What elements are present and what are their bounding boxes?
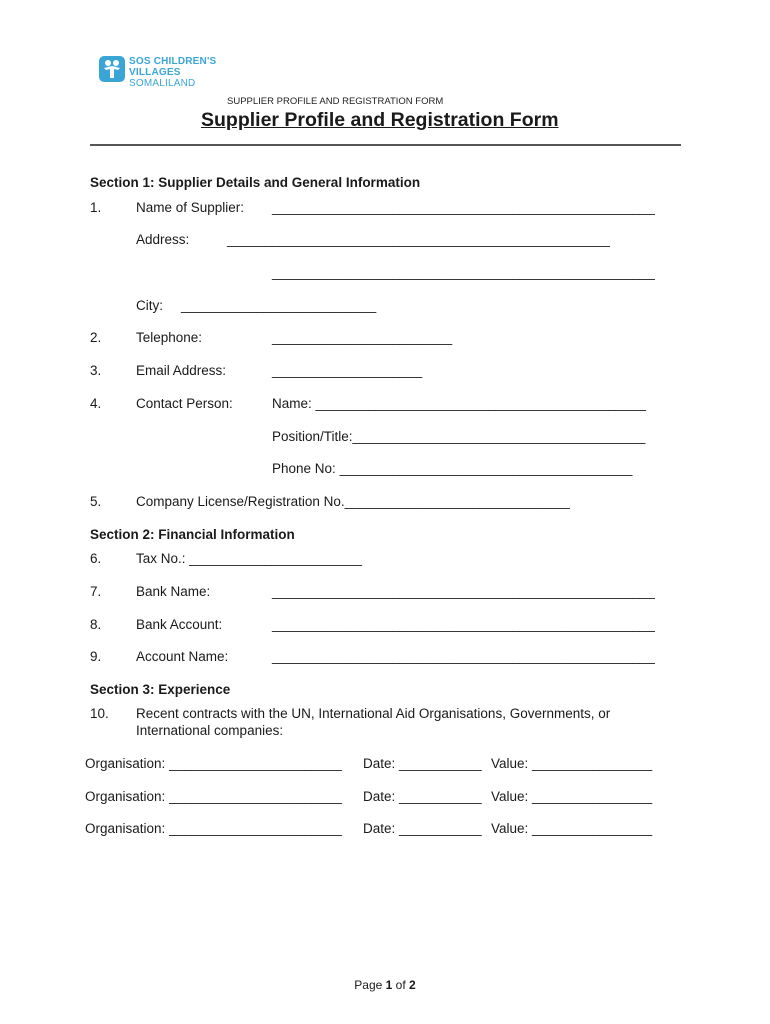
form-subtitle: SUPPLIER PROFILE AND REGISTRATION FORM: [227, 96, 444, 107]
bank-name-field[interactable]: ___________________________________________________: [272, 584, 655, 599]
bank-account-field[interactable]: ___________________________________________________: [272, 617, 655, 632]
value-field[interactable]: ________________: [532, 821, 653, 836]
org-field[interactable]: _______________________: [169, 821, 342, 836]
city-field[interactable]: __________________________: [181, 298, 377, 313]
page-current: 1: [385, 978, 393, 992]
tax-field[interactable]: _______________________: [189, 551, 362, 566]
page-of: of: [392, 978, 410, 992]
contact-position-label: Position/Title:: [272, 429, 353, 444]
supplier-name-label: Name of Supplier:: [136, 200, 245, 215]
logo-line-1: SOS CHILDREN'S: [129, 56, 217, 67]
bank-account-label: Bank Account:: [136, 617, 223, 632]
date-label: Date:: [363, 789, 396, 804]
item-number-2: 2.: [90, 330, 102, 345]
contact-position-field[interactable]: _______________________________________: [352, 429, 646, 444]
telephone-label: Telephone:: [136, 330, 203, 345]
logo-line-3: SOMALILAND: [129, 78, 196, 89]
org-row-2: [85, 789, 342, 804]
license-field[interactable]: ______________________________: [344, 494, 570, 509]
org-label: Organisation:: [85, 821, 166, 836]
email-label: Email Address:: [136, 363, 227, 378]
date-label: Date:: [363, 756, 396, 771]
value-label: Value:: [491, 821, 529, 836]
logo-wordmark: [129, 56, 216, 89]
value-row-2: [491, 789, 652, 804]
value-field[interactable]: ________________: [532, 789, 653, 804]
tax-row: [136, 551, 362, 566]
value-field[interactable]: ________________: [532, 756, 653, 771]
date-field[interactable]: ___________: [399, 756, 482, 771]
date-label: Date:: [363, 821, 396, 836]
org-field[interactable]: _______________________: [169, 756, 342, 771]
contact-phone-row: [272, 461, 632, 476]
telephone-field[interactable]: ________________________: [272, 330, 453, 345]
item-number-9: 9.: [90, 649, 102, 664]
section-3-heading: Section 3: Experience: [90, 682, 231, 697]
logo-line-2: VILLAGES: [129, 67, 181, 78]
email-field[interactable]: ____________________: [272, 363, 423, 378]
license-label: Company License/Registration No.: [136, 494, 345, 509]
org-label: Organisation:: [85, 789, 166, 804]
account-name-label: Account Name:: [136, 649, 229, 664]
value-label: Value:: [491, 756, 529, 771]
page-total: 2: [409, 978, 416, 992]
item-number-4: 4.: [90, 396, 102, 411]
supplier-name-field[interactable]: ___________________________________________________: [272, 200, 655, 215]
experience-intro-line-1: Recent contracts with the UN, International Aid Organisations, Governments, or: [136, 706, 611, 721]
date-row-1: [363, 756, 482, 771]
item-number-8: 8.: [90, 617, 102, 632]
contact-name-row: [272, 396, 646, 411]
item-number-6: 6.: [90, 551, 102, 566]
date-row-2: [363, 789, 482, 804]
org-row-3: [85, 821, 342, 836]
license-row: [136, 494, 570, 509]
address-field-line-2[interactable]: ___________________________________________________: [272, 265, 655, 280]
contact-phone-field[interactable]: _______________________________________: [339, 461, 633, 476]
value-row-3: [491, 821, 652, 836]
sos-logo-icon: [99, 56, 125, 82]
contact-name-field[interactable]: ____________________________________________: [315, 396, 646, 411]
date-field[interactable]: ___________: [399, 821, 482, 836]
org-field[interactable]: _______________________: [169, 789, 342, 804]
city-label: City:: [136, 298, 163, 313]
contact-phone-label: Phone No:: [272, 461, 336, 476]
date-field[interactable]: ___________: [399, 789, 482, 804]
bank-name-label: Bank Name:: [136, 584, 211, 599]
address-field-line-1[interactable]: ___________________________________________________: [227, 232, 610, 247]
item-number-5: 5.: [90, 494, 102, 509]
header-divider: [90, 144, 681, 146]
contact-name-label: Name:: [272, 396, 312, 411]
item-number-1: 1.: [90, 200, 102, 215]
org-row-1: [85, 756, 342, 771]
org-label: Organisation:: [85, 756, 166, 771]
section-2-heading: Section 2: Financial Information: [90, 527, 295, 542]
tax-label: Tax No.:: [136, 551, 186, 566]
item-number-7: 7.: [90, 584, 102, 599]
value-label: Value:: [491, 789, 529, 804]
section-1-heading: Section 1: Supplier Details and General Information: [90, 175, 421, 190]
page-prefix: Page: [354, 978, 386, 992]
value-row-1: [491, 756, 652, 771]
contact-person-label: Contact Person:: [136, 396, 233, 411]
address-label: Address:: [136, 232, 190, 247]
item-number-3: 3.: [90, 363, 102, 378]
contact-position-row: [272, 429, 645, 444]
account-name-field[interactable]: ___________________________________________________: [272, 649, 655, 664]
page-title: Supplier Profile and Registration Form: [201, 109, 559, 131]
item-number-10: 10.: [90, 706, 109, 721]
date-row-3: [363, 821, 482, 836]
experience-intro-line-2: International companies:: [136, 723, 284, 738]
page-number: [0, 978, 770, 992]
